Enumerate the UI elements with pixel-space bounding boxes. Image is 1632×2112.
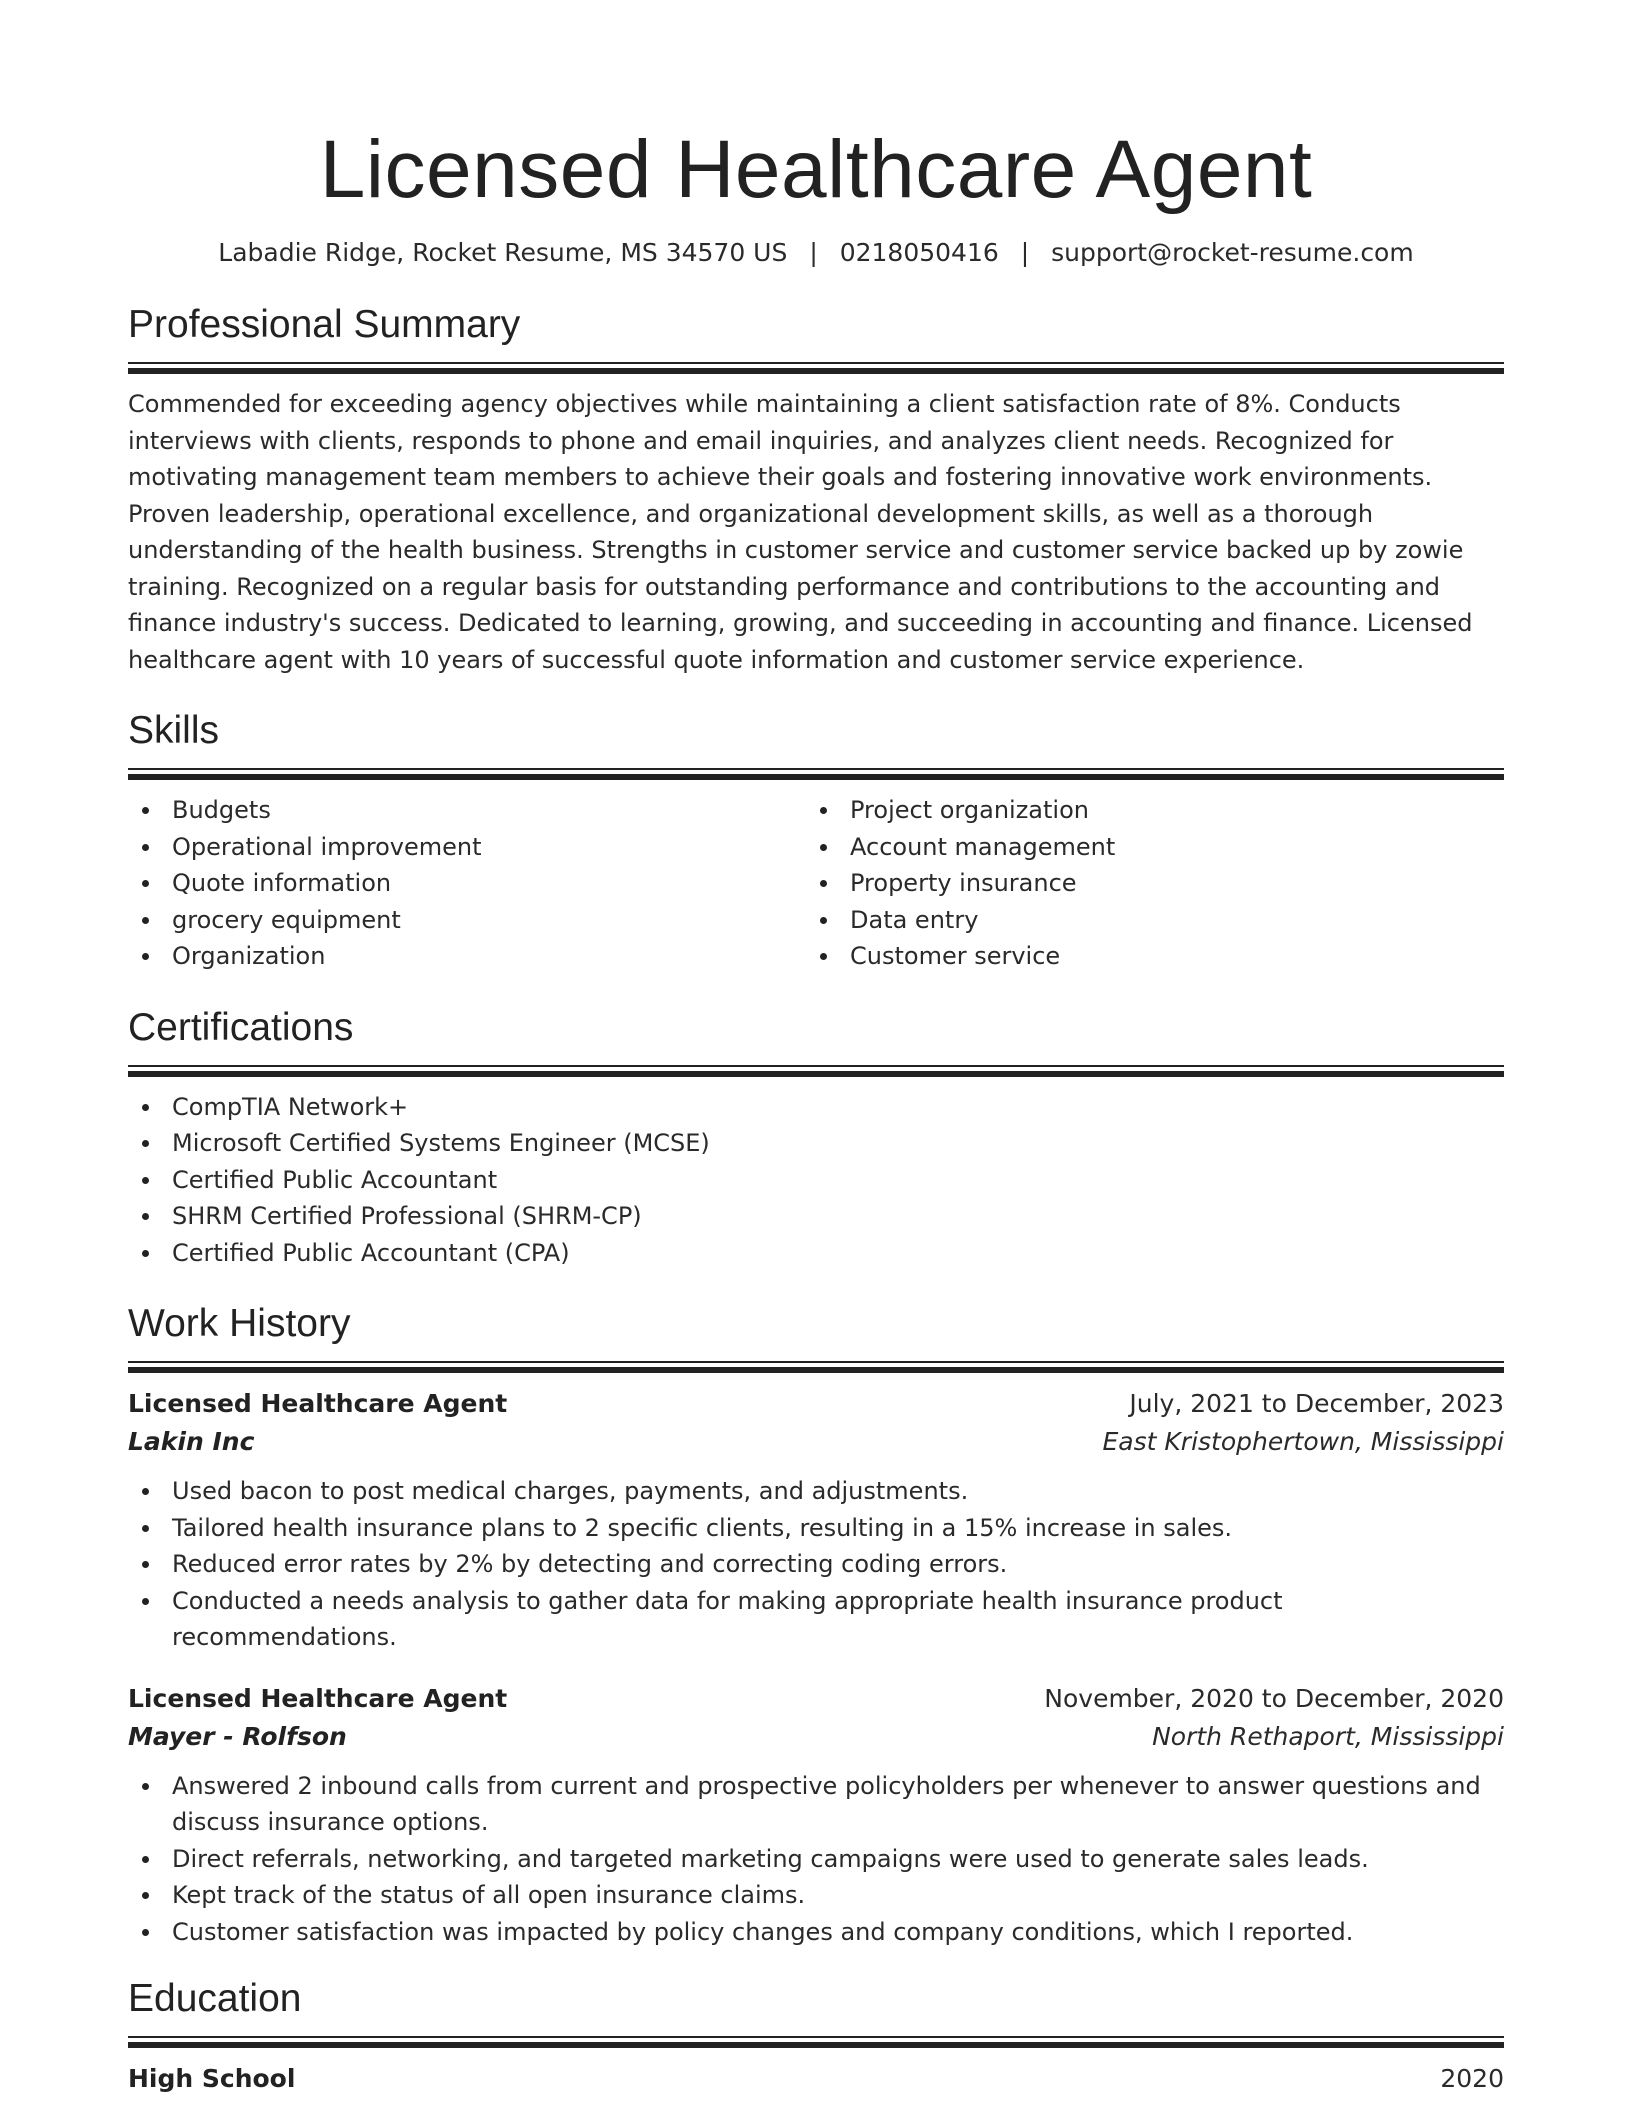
skills-section xyxy=(128,706,1504,975)
certification-item: CompTIA Network+ xyxy=(128,1089,1504,1126)
job-bullets xyxy=(128,1768,1504,1951)
job-title: Licensed Healthcare Agent xyxy=(128,1683,508,1713)
section-title-skills: Skills xyxy=(128,709,220,752)
job-header xyxy=(128,1385,1504,1423)
section-divider xyxy=(128,768,1504,780)
skill-item: Operational improvement xyxy=(128,829,806,866)
job-company: Mayer - Rolfson xyxy=(128,1721,347,1751)
certification-item: Microsoft Certified Systems Engineer (MCSE) xyxy=(128,1125,1504,1162)
contact-separator: | xyxy=(809,238,818,267)
education-section xyxy=(128,1974,1504,2098)
job-entry xyxy=(128,1385,1504,1656)
certification-item: Certified Public Accountant xyxy=(128,1162,1504,1199)
contact-email: support@rocket-resume.com xyxy=(1051,238,1414,267)
resume-name: Licensed Healthcare Agent xyxy=(319,124,1313,215)
summary-section xyxy=(128,300,1504,678)
job-bullet: Conducted a needs analysis to gather data for making appropriate health insurance product recommendations. xyxy=(128,1583,1504,1656)
skills-grid xyxy=(128,792,1504,975)
section-divider xyxy=(128,2036,1504,2048)
summary-text: Commended for exceeding agency objectives while maintaining a client satisfaction rate of 8%. Conducts interviews with clients, responds to phone and email inquiries, and analyzes client needs. Recognized for motivating management team members to achieve their goals and fostering innovative work environments. Proven leadership, operational excellence, and organizational development skills, as well as a thorough understanding of the health business. Strengths in customer service and customer service backed up by zowie training. Recognized on a regular basis for outstanding performance and contributions to the accounting and finance industry's success. Dedicated to learning, growing, and succeeding in accounting and finance. Licensed healthcare agent with 10 years of successful quote information and customer service experience. xyxy=(128,390,1473,674)
job-location: East Kristophertown, Mississippi xyxy=(1102,1427,1504,1456)
job-bullets xyxy=(128,1473,1504,1656)
section-title-summary: Professional Summary xyxy=(128,303,521,346)
job-bullet: Answered 2 inbound calls from current and prospective policyholders per whenever to answer questions and discuss insurance options. xyxy=(128,1768,1504,1841)
contact-phone: 0218050416 xyxy=(839,238,999,267)
section-title-work-history: Work History xyxy=(128,1302,351,1345)
education-entry xyxy=(128,2060,1504,2098)
certifications-list xyxy=(128,1089,1504,1272)
skill-item: grocery equipment xyxy=(128,902,806,939)
job-dates: November, 2020 to December, 2020 xyxy=(1044,1683,1504,1713)
job-dates: July, 2021 to December, 2023 xyxy=(1129,1389,1504,1418)
job-bullet: Customer satisfaction was impacted by policy changes and company conditions, which I reported. xyxy=(128,1914,1504,1951)
job-entry xyxy=(128,1680,1504,1951)
job-bullet: Tailored health insurance plans to 2 specific clients, resulting in a 15% increase in sales. xyxy=(128,1510,1504,1547)
education-year: 2020 xyxy=(1440,2064,1504,2093)
contact-line xyxy=(128,236,1504,270)
certification-item: Certified Public Accountant (CPA) xyxy=(128,1235,1504,1272)
job-title: Licensed Healthcare Agent xyxy=(128,1389,508,1418)
certifications-section xyxy=(128,1003,1504,1272)
section-divider xyxy=(128,1361,1504,1373)
job-location: North Rethaport, Mississippi xyxy=(1152,1721,1504,1751)
section-divider xyxy=(128,362,1504,374)
job-subheader xyxy=(128,1423,1504,1461)
job-header xyxy=(128,1680,1504,1718)
skills-list-left xyxy=(128,792,806,975)
section-title-certifications: Certifications xyxy=(128,1005,354,1049)
skill-item: Property insurance xyxy=(806,865,1504,902)
section-divider xyxy=(128,1065,1504,1077)
section-title-education: Education xyxy=(128,1977,302,2020)
skill-item: Account management xyxy=(806,829,1504,866)
job-bullet: Direct referrals, networking, and targeted marketing campaigns were used to generate sales leads. xyxy=(128,1841,1504,1878)
certification-item: SHRM Certified Professional (SHRM-CP) xyxy=(128,1198,1504,1235)
job-bullet: Kept track of the status of all open insurance claims. xyxy=(128,1877,1504,1914)
job-bullet: Used bacon to post medical charges, payments, and adjustments. xyxy=(128,1473,1504,1510)
skill-item: Data entry xyxy=(806,902,1504,939)
education-degree: High School xyxy=(128,2064,296,2093)
skill-item: Customer service xyxy=(806,938,1504,975)
skill-item: Organization xyxy=(128,938,806,975)
skill-item: Project organization xyxy=(806,792,1504,829)
job-subheader xyxy=(128,1718,1504,1756)
job-company: Lakin Inc xyxy=(128,1427,255,1456)
contact-address: Labadie Ridge, Rocket Resume, MS 34570 US xyxy=(218,238,788,267)
work-history-section xyxy=(128,1299,1504,1950)
contact-separator: | xyxy=(1020,238,1030,267)
job-bullet: Reduced error rates by 2% by detecting and correcting coding errors. xyxy=(128,1546,1504,1583)
skill-item: Budgets xyxy=(128,792,806,829)
skill-item: Quote information xyxy=(128,865,806,902)
skills-list-right xyxy=(806,792,1504,975)
